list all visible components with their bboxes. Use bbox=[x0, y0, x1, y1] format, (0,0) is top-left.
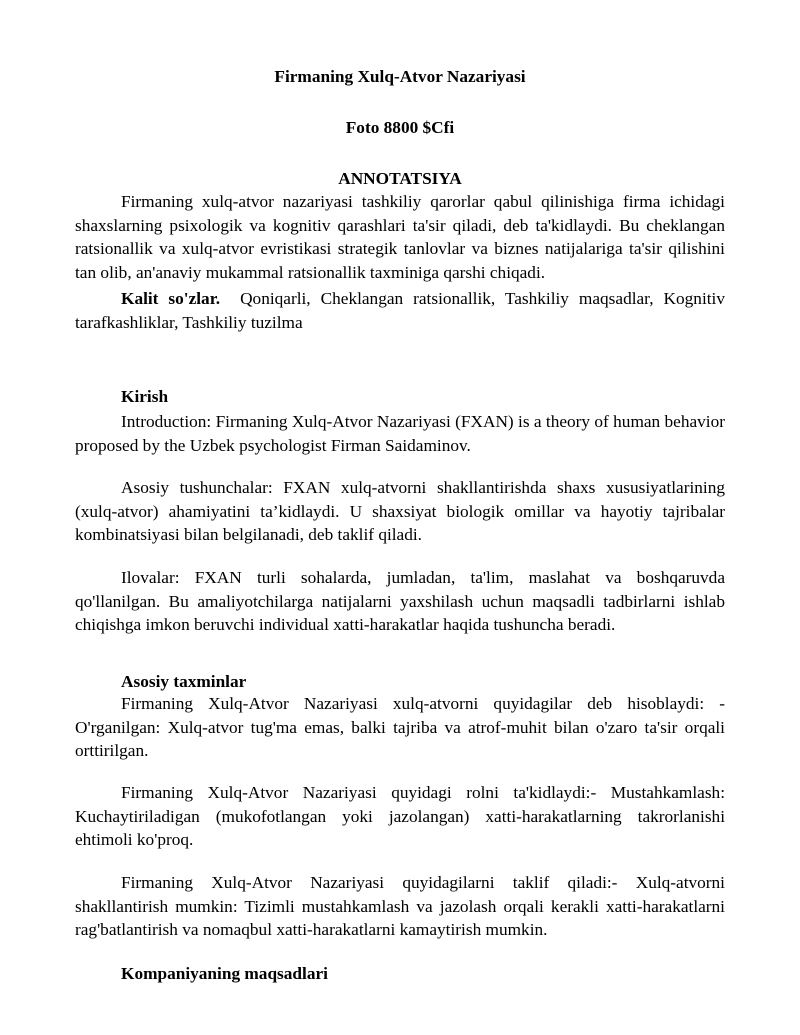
document-title: Firmaning Xulq-Atvor Nazariyasi bbox=[274, 67, 526, 86]
paragraph: Asosiy tushunchalar: FXAN xulq-atvorni shakllantirishda shaxs xususiyatlarining (xulq-atvor) ahamiyatini ta’kidlaydi. U shaxsiyat biologik omillar va hayotiy tajribalar kombinatsiyasi bilan belgilanadi, deb taklif qiladi. bbox=[75, 478, 725, 544]
abstract-paragraph: Firmaning xulq-atvor nazariyasi tashkiliy qarorlar qabul qilinishiga firma ichidagi shaxslarning psixologik va kognitiv qarashlari ta'sir qiladi, deb ta'kidlaydi. Bu cheklangan ratsionallik va xulq-atvor evristikasi strategik tanlovlar va biznes natijalariga ta'sir qilishini tan olib, an'anaviy mukammal ratsionallik taxminiga qarshi chiqadi. bbox=[75, 192, 725, 282]
section-heading-kirish: Kirish bbox=[121, 387, 169, 406]
paragraph: Introduction: Firmaning Xulq-Atvor Nazariyasi (FXAN) is a theory of human behavior proposed by the Uzbek psychologist Firman Saidaminov. bbox=[75, 412, 725, 455]
paragraph: Firmaning Xulq-Atvor Nazariyasi quyidagi rolni ta'kidlaydi:- Mustahkamlash: Kuchaytiriladigan (mukofotlangan yoki jazolangan) xatti-harakatlarning takrorlanishi ehtimoli ko'proq. bbox=[75, 783, 725, 849]
keywords-text: Qoniqarli, Cheklangan ratsionallik, Tashkiliy maqsadlar, Kognitiv tarafkashliklar, Tashkiliy tuzilma bbox=[75, 289, 725, 332]
keywords-label: Kalit so'zlar. bbox=[121, 289, 221, 308]
document-subtitle: Foto 8800 $Cfi bbox=[345, 118, 455, 137]
section-heading-asosiy-taxminlar: Asosiy taxminlar bbox=[121, 672, 247, 691]
paragraph: Ilovalar: FXAN turli sohalarda, jumladan, ta'lim, maslahat va boshqaruvda qo'llanilgan. Bu amaliyotchilarga natijalarni yaxshilash uchun maqsadli tadbirlarni ishlab chiqishga imkon beruvchi individual xatti-harakatlar haqida tushuncha beradi. bbox=[75, 568, 725, 634]
section-heading-kompaniyaning-maqsadlari: Kompaniyaning maqsadlari bbox=[121, 964, 328, 983]
keywords-paragraph bbox=[75, 287, 725, 334]
paragraph: Firmaning Xulq-Atvor Nazariyasi xulq-atvorni quyidagilar deb hisoblaydi: - O'rganilgan: Xulq-atvor tug'ma emas, balki tajriba va atrof-muhit bilan o'zaro ta'sir orqali orttirilgan. bbox=[75, 694, 725, 760]
abstract-heading: ANNOTATSIYA bbox=[338, 169, 462, 188]
paragraph: Firmaning Xulq-Atvor Nazariyasi quyidagilarni taklif qiladi:- Xulq-atvorni shakllantirish mumkin: Tizimli mustahkamlash va jazolash orqali kerakli xatti-harakatlarni rag'batlantirish va nomaqbul xatti-harakatlarni kamaytirish mumkin. bbox=[75, 873, 725, 939]
